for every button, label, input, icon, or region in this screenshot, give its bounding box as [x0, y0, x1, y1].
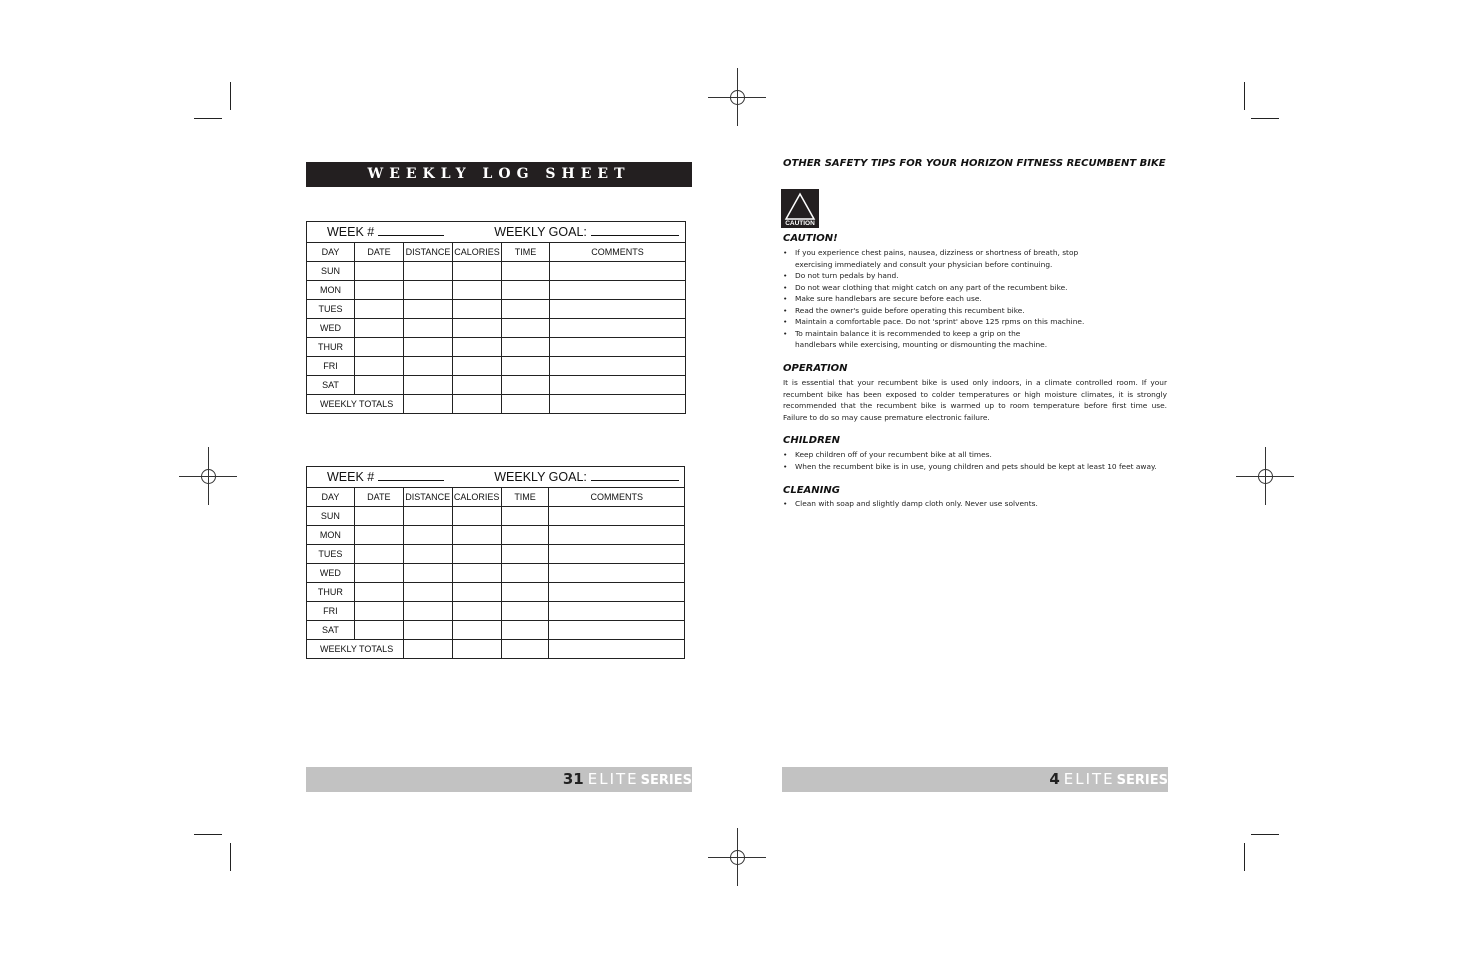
- log-cell[interactable]: [453, 281, 502, 300]
- registration-mark-bottom: [708, 828, 766, 886]
- log-cell[interactable]: [354, 564, 403, 583]
- column-header: CALORIES: [453, 243, 502, 262]
- table-row: [307, 507, 685, 526]
- log-cell[interactable]: [501, 602, 549, 621]
- totals-label: WEEKLY TOTALS: [307, 640, 404, 659]
- column-header: DAY: [307, 488, 355, 507]
- safety-heading: [783, 158, 1167, 169]
- log-cell[interactable]: [453, 357, 502, 376]
- table-row: [307, 281, 686, 300]
- page-footer: [306, 767, 692, 792]
- column-header: DATE: [355, 243, 404, 262]
- log-cell[interactable]: [404, 319, 453, 338]
- day-label: SAT: [307, 621, 355, 640]
- log-cell[interactable]: [502, 300, 550, 319]
- log-cell[interactable]: [452, 583, 501, 602]
- section-heading: OTHER SAFETY TIPS FOR YOUR HORIZON FITNESS RECUMBENT BIKE: [783, 158, 1166, 169]
- table-row: [307, 602, 685, 621]
- log-cell[interactable]: [452, 507, 501, 526]
- list-item: • Maintain a comfortable pace. Do not 'sprint' above 125 rpms on this machine.: [783, 316, 1171, 328]
- list-item: • To maintain balance it is recommended to keep a grip on the: [783, 328, 1171, 340]
- log-cell[interactable]: [550, 376, 686, 395]
- column-header: COMMENTS: [549, 488, 685, 507]
- operation-text: It is essential that your recumbent bike is used only indoors, in a climate controlled room. If your recumbent bike has been exposed to colder temperatures or high moisture climates, it is strongly recommended that the recumbent bike is warmed up to room temperature before first time use. Failure to do so may cause premature electronic failure.: [783, 378, 1167, 422]
- table-row: [307, 319, 686, 338]
- column-header: CALORIES: [452, 488, 501, 507]
- week-number-label: WEEK #: [327, 225, 375, 239]
- log-cell[interactable]: [550, 262, 686, 281]
- totals-label: WEEKLY TOTALS: [307, 395, 404, 414]
- caution-logo-label: CAUTION: [785, 220, 815, 227]
- log-cell[interactable]: [550, 319, 686, 338]
- column-header: COMMENTS: [550, 243, 686, 262]
- column-header: DISTANCE: [403, 488, 452, 507]
- cleaning-heading: CLEANING: [783, 485, 840, 496]
- table-row: [307, 564, 685, 583]
- log-cell[interactable]: [453, 319, 502, 338]
- log-cell[interactable]: [549, 507, 685, 526]
- log-cell[interactable]: [355, 338, 404, 357]
- caution-heading: CAUTION!: [783, 233, 838, 244]
- page-title: WEEKLY LOG SHEET: [306, 162, 692, 187]
- weekly-goal-label: WEEKLY GOAL:: [494, 225, 587, 239]
- day-label: TUES: [307, 545, 355, 564]
- log-cell[interactable]: [404, 300, 453, 319]
- week-number-field[interactable]: [378, 479, 444, 481]
- totals-cell[interactable]: [501, 640, 549, 659]
- day-label: WED: [307, 319, 355, 338]
- weekly-goal-label: WEEKLY GOAL:: [494, 470, 587, 484]
- log-cell[interactable]: [453, 262, 502, 281]
- log-cell[interactable]: [550, 300, 686, 319]
- table-row: [307, 545, 685, 564]
- log-cell[interactable]: [550, 357, 686, 376]
- log-cell[interactable]: [403, 621, 452, 640]
- log-cell[interactable]: [404, 357, 453, 376]
- table-row: [307, 300, 686, 319]
- table-row: [307, 376, 686, 395]
- table-row: [307, 262, 686, 281]
- totals-cell[interactable]: [403, 640, 452, 659]
- totals-cell[interactable]: [550, 395, 686, 414]
- page-footer: [782, 767, 1168, 792]
- day-label: SAT: [307, 376, 355, 395]
- log-cell[interactable]: [549, 583, 685, 602]
- log-cell[interactable]: [501, 621, 549, 640]
- log-cell[interactable]: [354, 507, 403, 526]
- log-cell[interactable]: [452, 545, 501, 564]
- list-item: • Clean with soap and slightly damp cloth only. Never use solvents.: [783, 498, 1171, 510]
- footer-series: SERIES: [640, 773, 692, 788]
- operation-heading: OPERATION: [783, 363, 848, 374]
- log-cell[interactable]: [452, 602, 501, 621]
- day-label: TUES: [307, 300, 355, 319]
- log-cell[interactable]: [403, 545, 452, 564]
- table-row: [307, 357, 686, 376]
- log-cell[interactable]: [354, 545, 403, 564]
- day-label: THUR: [307, 338, 355, 357]
- totals-cell[interactable]: [452, 640, 501, 659]
- week-goal-header: [307, 222, 686, 243]
- list-item: • If you experience chest pains, nausea, dizziness or shortness of breath, stop: [783, 247, 1171, 259]
- day-label: THUR: [307, 583, 355, 602]
- children-heading: CHILDREN: [783, 435, 841, 446]
- log-cell[interactable]: [502, 376, 550, 395]
- day-label: FRI: [307, 602, 355, 621]
- cleaning-list: [783, 498, 1171, 510]
- log-cell[interactable]: [452, 621, 501, 640]
- warning-triangle-icon: [781, 191, 819, 223]
- day-label: MON: [307, 281, 355, 300]
- log-cell[interactable]: [354, 602, 403, 621]
- column-header: TIME: [501, 488, 549, 507]
- table-row: [307, 338, 686, 357]
- log-cell[interactable]: [404, 262, 453, 281]
- list-item: handlebars while exercising, mounting or dismounting the machine.: [795, 340, 1048, 349]
- weekly-goal-field[interactable]: [591, 479, 679, 481]
- log-cell[interactable]: [403, 602, 452, 621]
- log-cell[interactable]: [355, 300, 404, 319]
- list-item: • Do not wear clothing that might catch on any part of the recumbent bike.: [783, 282, 1171, 294]
- log-cell[interactable]: [452, 564, 501, 583]
- log-cell[interactable]: [354, 583, 403, 602]
- registration-mark-right: [1236, 447, 1294, 505]
- column-header: DATE: [354, 488, 403, 507]
- log-cell[interactable]: [501, 507, 549, 526]
- log-cell[interactable]: [502, 262, 550, 281]
- log-cell[interactable]: [403, 526, 452, 545]
- week-number-label: WEEK #: [327, 470, 375, 484]
- table-row: [307, 621, 685, 640]
- log-cell[interactable]: [354, 526, 403, 545]
- list-item: • When the recumbent bike is in use, young children and pets should be kept at least 10 feet away.: [783, 461, 1171, 473]
- log-cell[interactable]: [404, 281, 453, 300]
- list-item: exercising immediately and consult your physician before continuing.: [795, 259, 1053, 269]
- log-cell[interactable]: [355, 319, 404, 338]
- log-cell[interactable]: [549, 564, 685, 583]
- log-cell[interactable]: [501, 545, 549, 564]
- day-label: FRI: [307, 357, 355, 376]
- table-row: [307, 526, 685, 545]
- totals-cell[interactable]: [404, 395, 453, 414]
- log-cell[interactable]: [404, 376, 453, 395]
- log-cell[interactable]: [550, 338, 686, 357]
- footer-brand: ELITE: [587, 770, 639, 788]
- log-cell[interactable]: [355, 357, 404, 376]
- log-cell[interactable]: [452, 526, 501, 545]
- registration-mark-left: [179, 447, 237, 505]
- log-cell[interactable]: [453, 338, 502, 357]
- registration-mark-top: [708, 68, 766, 126]
- log-cell[interactable]: [404, 338, 453, 357]
- week-number-field[interactable]: [378, 234, 444, 236]
- log-cell[interactable]: [502, 338, 550, 357]
- children-list: [783, 449, 1171, 472]
- log-cell[interactable]: [549, 526, 685, 545]
- day-label: SUN: [307, 507, 355, 526]
- log-cell[interactable]: [403, 507, 452, 526]
- list-item: • Do not turn pedals by hand.: [783, 270, 1171, 282]
- totals-cell[interactable]: [453, 395, 502, 414]
- page-number: 31: [562, 770, 584, 788]
- week-goal-header: [307, 467, 685, 488]
- caution-list: [783, 247, 1171, 351]
- log-cell[interactable]: [549, 545, 685, 564]
- log-cell[interactable]: [501, 583, 549, 602]
- column-header: TIME: [502, 243, 550, 262]
- log-cell[interactable]: [453, 300, 502, 319]
- log-cell[interactable]: [403, 564, 452, 583]
- caution-logo: [781, 189, 819, 228]
- weekly-log-table: [306, 466, 685, 659]
- log-cell[interactable]: [403, 583, 452, 602]
- log-cell[interactable]: [355, 262, 404, 281]
- footer-brand: ELITE: [1063, 770, 1115, 788]
- day-label: MON: [307, 526, 355, 545]
- log-cell[interactable]: [453, 376, 502, 395]
- log-cell[interactable]: [502, 281, 550, 300]
- log-cell[interactable]: [355, 281, 404, 300]
- day-label: SUN: [307, 262, 355, 281]
- totals-row: [307, 640, 685, 659]
- day-label: WED: [307, 564, 355, 583]
- log-cell[interactable]: [549, 602, 685, 621]
- log-cell[interactable]: [354, 621, 403, 640]
- log-cell[interactable]: [549, 621, 685, 640]
- totals-cell[interactable]: [549, 640, 685, 659]
- column-header: DISTANCE: [404, 243, 453, 262]
- log-cell[interactable]: [502, 357, 550, 376]
- column-header: DAY: [307, 243, 355, 262]
- log-cell[interactable]: [550, 281, 686, 300]
- log-cell[interactable]: [501, 564, 549, 583]
- totals-cell[interactable]: [502, 395, 550, 414]
- weekly-log-table: [306, 221, 686, 414]
- list-item: • Make sure handlebars are secure before each use.: [783, 293, 1171, 305]
- page-number: 4: [1049, 770, 1060, 788]
- log-cell[interactable]: [355, 376, 404, 395]
- list-item: • Keep children off of your recumbent bike at all times.: [783, 449, 1171, 461]
- weekly-goal-field[interactable]: [591, 234, 679, 236]
- log-cell[interactable]: [501, 526, 549, 545]
- totals-row: [307, 395, 686, 414]
- table-row: [307, 583, 685, 602]
- log-cell[interactable]: [502, 319, 550, 338]
- list-item: • Read the owner's guide before operating this recumbent bike.: [783, 305, 1171, 317]
- footer-series: SERIES: [1116, 773, 1168, 788]
